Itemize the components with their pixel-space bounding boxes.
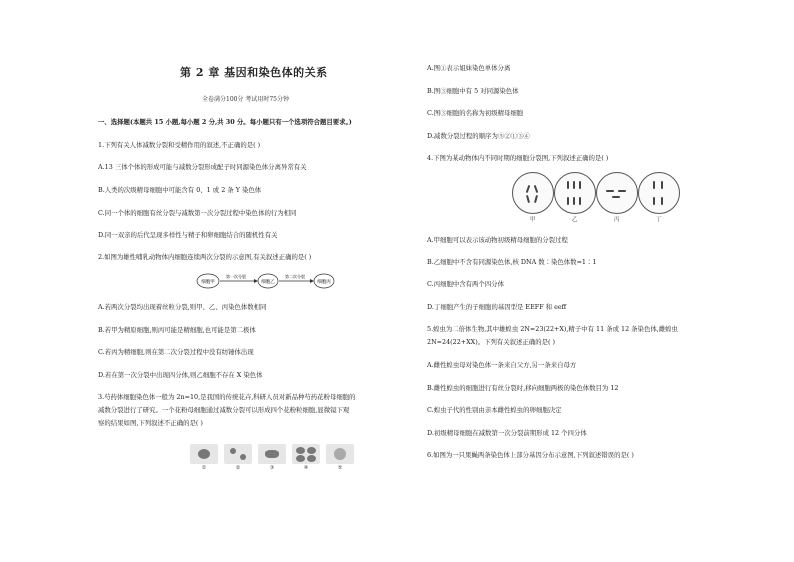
q5-option-a: A.雌性蝗虫母对染色体一条来自父方,另一条来自母方 — [427, 361, 577, 369]
q3-option-d: D.减数分裂过程的顺序为⑤②①③④ — [427, 132, 530, 140]
first-division-label: 第一次分裂 — [226, 274, 246, 279]
micrograph-2 — [224, 444, 252, 471]
cell-label: 丁 — [656, 217, 662, 223]
micrograph-label: ③ — [269, 465, 275, 471]
q4-option-d: D.丁细胞产生的子细胞的基因型是 EEFF 和 eeff — [427, 303, 567, 311]
q2-option-c: C.若丙为精细胞,则在第二次分裂过程中没有纺锤体出现 — [98, 348, 254, 356]
question-1: 1.下列有关人体减数分裂和受精作用的叙述,不正确的是( ) — [98, 141, 261, 149]
q2-option-d: D.若在第一次分裂中出现四分体,则乙细胞不存在 X 染色体 — [98, 371, 263, 379]
cell-jia — [512, 172, 554, 214]
q3-option-a: A.图①表示姐妹染色单体分离 — [427, 64, 511, 72]
cell-a-label: 细胞甲 — [201, 280, 215, 285]
q5-option-b: B.雌性蝗虫的细胞进行有丝分裂时,移向细胞两极的染色体数目为 12 — [427, 384, 619, 392]
micrograph-1 — [190, 444, 218, 471]
micrograph-label: ④ — [303, 465, 309, 471]
micrograph-3 — [258, 444, 286, 471]
cell-c-label: 细胞丙 — [317, 280, 331, 285]
question-3-line-3: 察的结果如图,下列叙述不正确的是( ) — [98, 419, 203, 427]
cell-yi — [554, 172, 596, 214]
question-5-line-2: 2N=24(22+XX)。下列有关叙述正确的是( ) — [427, 338, 556, 346]
micrograph-4 — [292, 444, 320, 471]
cell-bing — [596, 172, 638, 214]
q3-option-b: B.图③细胞中有 5 对同源染色体 — [427, 87, 519, 95]
q5-option-c: C.蝗虫子代的性别由亲本雌性蝗虫的卵细胞决定 — [427, 406, 562, 414]
section-heading: 一、选择题(本题共 15 小题,每小题 2 分,共 30 分。每小题只有一个选项符合题目要求。) — [98, 118, 352, 126]
division-flow-figure — [196, 270, 336, 292]
question-5-line-1: 5.蝗虫为二倍体生物,其中雄蝗虫 2N=23(22+X),精子中有 11 条或 12 条染色体,雌蝗虫 — [427, 325, 678, 333]
page-title: 第 2 章 基因和染色体的关系 — [180, 66, 328, 79]
q5-option-d: D.初级精母细胞在减数第一次分裂前期形成 12 个四分体 — [427, 429, 587, 437]
cell-division-figure — [512, 170, 682, 226]
micrograph-label: ⑤ — [337, 465, 343, 471]
question-6: 6.如图为一只果蝇两条染色体上部分基因分布示意图,下列叙述错误的是( ) — [427, 451, 634, 459]
q1-option-b: B.人类的次级精母细胞中可能含有 0、1 或 2 条 Y 染色体 — [98, 186, 262, 194]
question-2: 2.如图为雄性哺乳动物体内细胞连续两次分裂的示意图,有关叙述正确的是( ) — [98, 253, 312, 261]
q4-option-c: C.丙细胞中含有两个四分体 — [427, 280, 504, 288]
q4-option-a: A.甲细胞可以表示该动物初级精母细胞的分裂过程 — [427, 236, 568, 244]
cell-label: 乙 — [572, 217, 578, 223]
exam-meta: 全卷满分100分 考试用时75分钟 — [202, 96, 289, 103]
q1-option-a: A.13 三体个体的形成可能与减数分裂形成配子时同源染色体分离异常有关 — [98, 163, 307, 171]
q3-option-c: C.图③细胞的名称为初级精母细胞 — [427, 109, 524, 117]
q2-option-b: B.若甲为精原细胞,则丙可能是精细胞,也可能是第二极体 — [98, 326, 256, 334]
question-3-line-1: 3.芍药体细胞染色体一般为 2n=10,是我国的传统花卉,科研人员对新品种芍药花粉母细胞的 — [98, 393, 356, 401]
cell-label: 丙 — [614, 217, 620, 223]
q4-option-b: B.乙细胞中不含有同源染色体,核 DNA 数∶染色体数=1∶1 — [427, 258, 597, 266]
micrograph-label: ① — [201, 465, 207, 471]
question-3-line-2: 减数分裂进行了研究。一个花粉母细胞通过减数分裂可以形成四个花粉粒细胞,显微镜下观 — [98, 406, 350, 414]
micrograph-5 — [326, 444, 354, 471]
q1-option-c: C.同一个体的细胞有丝分裂与减数第一次分裂过程中染色体的行为相同 — [98, 209, 297, 217]
cell-label: 甲 — [530, 217, 536, 223]
q1-option-d: D.同一双亲的后代呈现多样性与精子和卵细胞结合的随机性有关 — [98, 231, 278, 239]
second-division-label: 第二次分裂 — [285, 274, 305, 279]
q2-option-a: A.若两次分裂均出现着丝粒分裂,则甲、乙、丙染色体数相同 — [98, 303, 267, 311]
micrograph-figure — [190, 444, 354, 471]
micrograph-label: ② — [235, 465, 241, 471]
question-4: 4.下图为某动物体内不同时期的细胞分裂图,下列叙述正确的是( ) — [427, 154, 609, 162]
cell-ding — [638, 172, 680, 214]
cell-b-label: 细胞乙 — [261, 280, 275, 285]
